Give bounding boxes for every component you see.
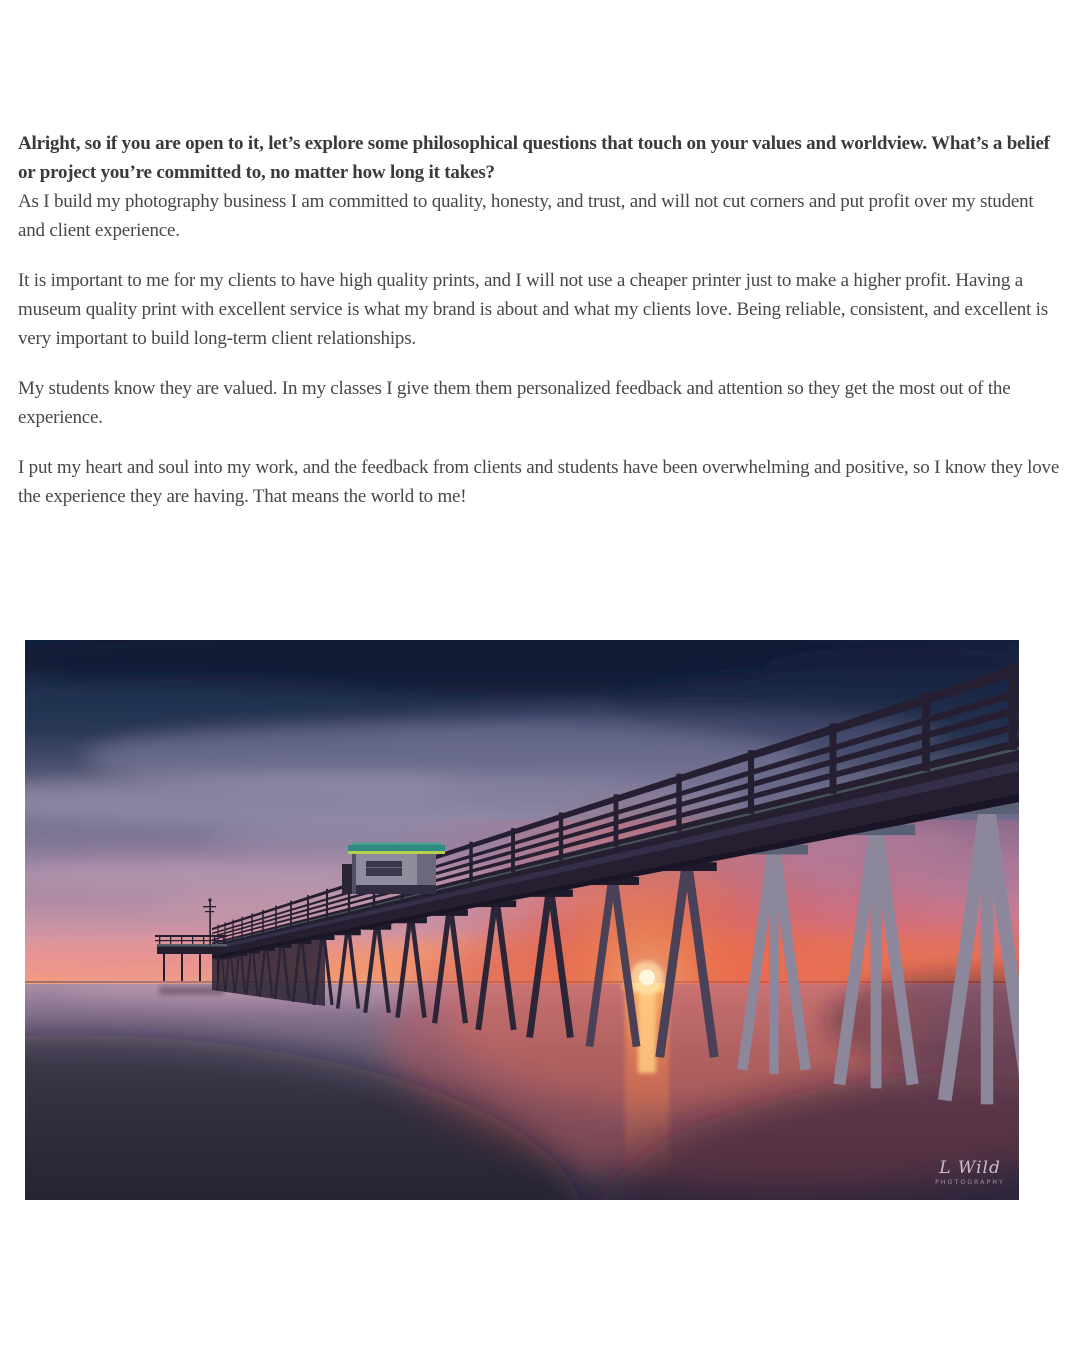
pier-sunset-photo [25,640,1019,1200]
paragraph-intro [18,129,1062,245]
question-text: Alright, so if you are open to it, let’s explore some philosophical questions that touch on your values and worldview. What’s a belief or project you’re committed to, no matter how long it takes? [18,133,1050,183]
paragraph-text-1: As I build my photography business I am committed to quality, honesty, and trust, and will not cut corners and put profit over my student and client experience. [18,191,1034,241]
watermark-subtitle: PHOTOGRAPHY [935,1179,1005,1186]
pier-sunset-illustration [25,640,1019,1200]
paragraph-text-4: I put my heart and soul into my work, and the feedback from clients and students have been overwhelming and positive, so I know they love the experience they are having. That means the world to me! [18,457,1060,507]
pier-hut [342,843,445,895]
sun [630,961,664,995]
paragraph-text-3: My students know they are valued. In my classes I give them them personalized feedback and attention so they get the most out of the experience. [18,378,1011,428]
article-body [0,0,1080,511]
paragraph-text-2: It is important to me for my clients to have high quality prints, and I will not use a cheaper printer just to make a higher profit. Having a museum quality print with excellent service is what my brand is about and what my clients love. Being reliable, consistent, and excellent is very important to build long-term client relationships. [18,270,1048,349]
watermark-signature: L Wild [939,1158,1001,1178]
